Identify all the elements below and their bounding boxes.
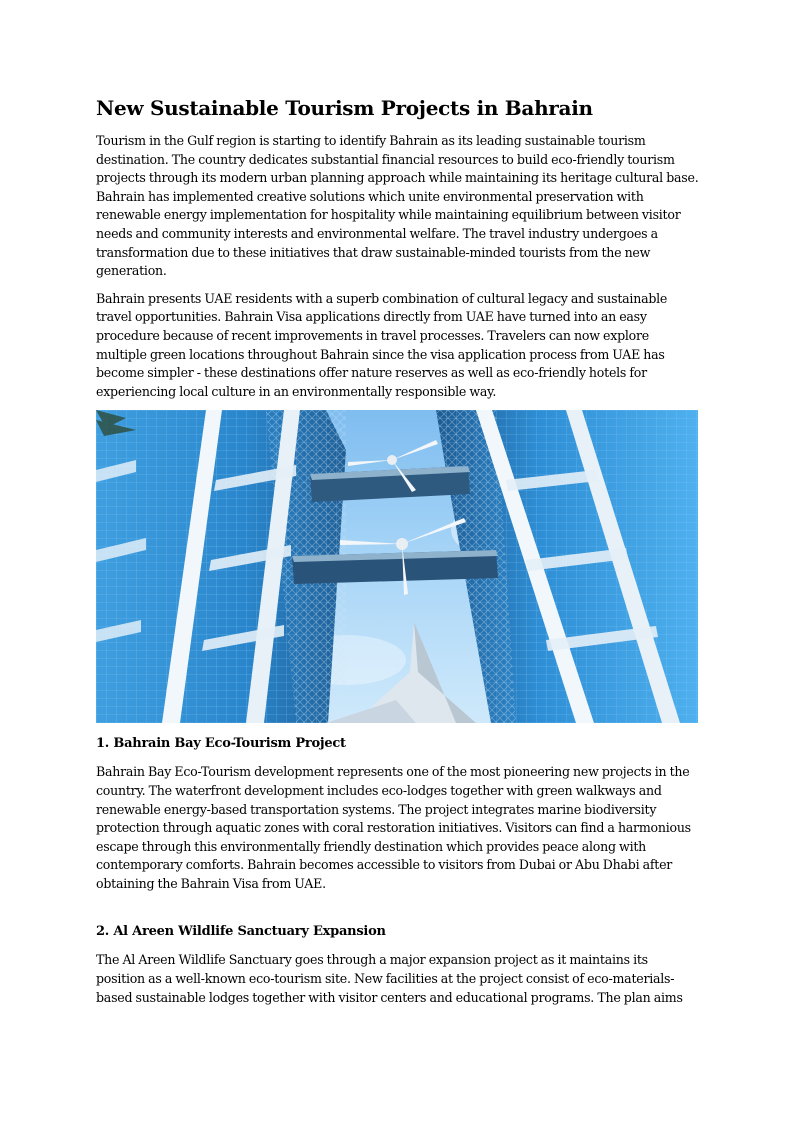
section-heading: 2. Al Areen Wildlife Sanctuary Expansion xyxy=(96,924,386,940)
section-heading: 1. Bahrain Bay Eco-Tourism Project xyxy=(96,736,346,752)
intro-paragraph: Tourism in the Gulf region is starting to identify Bahrain as its leading sustainable tourism destination. The country dedicates substantial financial resources to build eco-friendly tourism projects through its modern urban planning approach while maintaining its heritage cultural base. Bahrain has implemented creative solutions which unite environmental preservation with renewable energy implementation for hospitality while maintaining equilibrium between visitor needs and community interests and environmental welfare. The travel industry undergoes a transformation due to these initiatives that draw sustainable-minded tourists from the new generation. xyxy=(96,133,699,279)
hero-image xyxy=(96,410,698,723)
article xyxy=(96,94,700,1016)
section-body: Bahrain Bay Eco-Tourism development represents one of the most pioneering new projects in the country. The waterfront development includes eco-lodges together with green walkways and renewable energy-based transportation systems. The project integrates marine biodiversity protection through aquatic zones with coral restoration initiatives. Visitors can find a harmonious escape through this environmentally friendly destination which provides peace along with contemporary comforts. Bahrain becomes accessible to visitors from Dubai or Abu Dhabi after obtaining the Bahrain Visa from UAE. xyxy=(96,764,691,891)
intro-paragraph: Bahrain presents UAE residents with a superb combination of cultural legacy and sustainable travel opportunities. Bahrain Visa applications directly from UAE have turned into an easy procedure because of recent improvements in travel processes. Travelers can now explore multiple green locations throughout Bahrain since the visa application process from UAE has become simpler - these destinations offer nature reserves as well as eco-friendly hotels for experiencing local culture in an environmentally responsible way. xyxy=(96,290,668,399)
section-spacer xyxy=(96,902,700,922)
section-body: The Al Areen Wildlife Sanctuary goes through a major expansion project as it maintains its position as a well-known eco-tourism site. New facilities at the project consist of eco-materials-based sustainable lodges together with visitor centers and educational programs. The plan aims xyxy=(96,952,683,1005)
article-title: New Sustainable Tourism Projects in Bahrain xyxy=(96,96,593,120)
